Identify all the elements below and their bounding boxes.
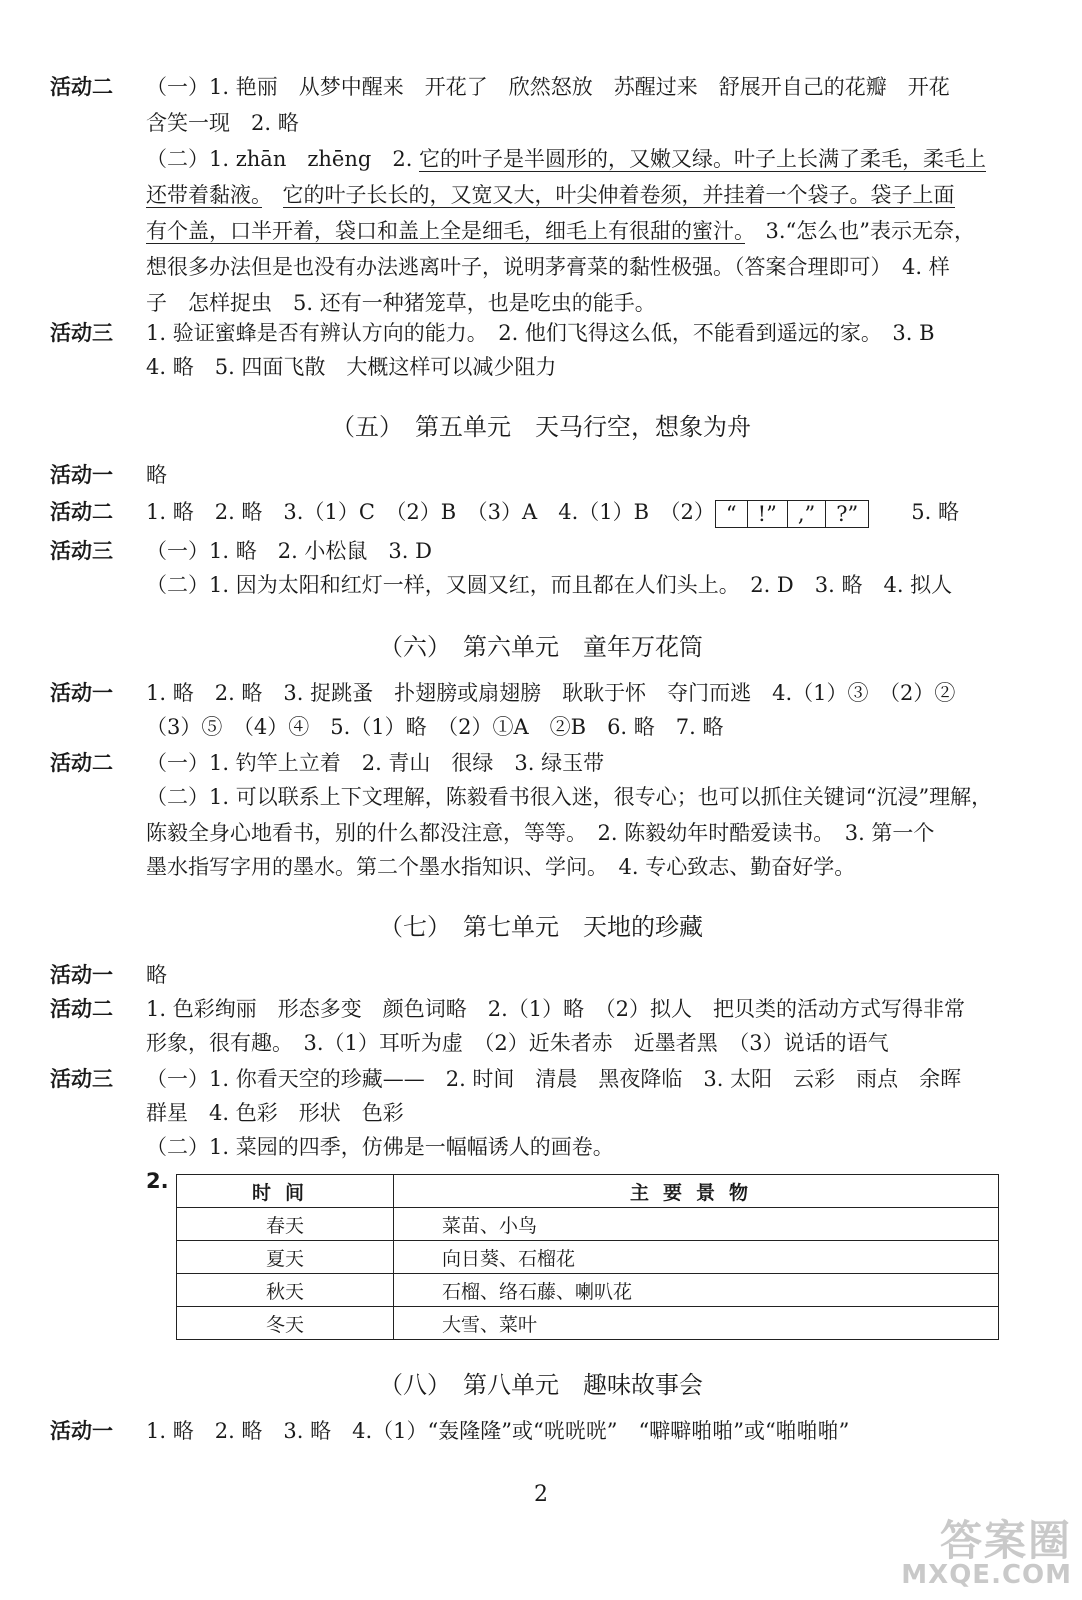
table-row [177, 1274, 999, 1307]
underlined-sentence: 它的叶子是半圆形的，又嫩又绿。叶子上长满了柔毛，柔毛上 [419, 147, 987, 171]
answer-line: 1. 验证蜜蜂是否有辨认方向的能力。 2. 他们飞得这么低，不能看到遥远的家。 3. B [146, 321, 935, 345]
unit-7-heading: （七） 第七单元 天地的珍藏 [379, 913, 703, 941]
column-header-time: 时间 [177, 1175, 394, 1208]
activity-3-label: 活动三 [50, 1067, 113, 1091]
answer-text: 3.“怎么也”表示无奈， [744, 219, 976, 243]
table-row [177, 1241, 999, 1274]
answer-line [146, 497, 959, 528]
answer-line: 陈毅全身心地看书，别的什么都没注意，等等。 2. 陈毅幼年时酷爱读书。 3. 第一个 [146, 821, 935, 845]
answer-text: 5. 略 [911, 500, 959, 524]
answer-text: 1. 略 2. 略 3.（1）C （2）B （3）A 4.（1）B （2） [146, 500, 715, 524]
question-number: 2. [146, 1169, 169, 1193]
activity-2-label: 活动二 [50, 751, 113, 775]
underlined-sentence: 有个盖，口半开着，袋口和盖上全是细毛，细毛上有很甜的蜜汁。 [146, 219, 745, 243]
answer-line: （二）1. 菜园的四季，仿佛是一幅幅诱人的画卷。 [146, 1135, 614, 1159]
season-cell: 春天 [177, 1208, 394, 1241]
answer-line: 4. 略 5. 四面飞散 大概这样可以减少阻力 [146, 355, 557, 379]
answer-line: （一）1. 你看天空的珍藏—— 2. 时间 清晨 黑夜降临 3. 太阳 云彩 雨点 余晖 [146, 1067, 962, 1091]
scenery-cell: 向日葵、石榴花 [394, 1241, 999, 1274]
activity-1-label: 活动一 [50, 963, 113, 987]
table-header-row [177, 1175, 999, 1208]
season-cell: 冬天 [177, 1307, 394, 1340]
answer-line: 想很多办法但是也没有办法逃离叶子，说明茅膏菜的黏性极强。（答案合理即可） 4. 样 [146, 255, 950, 279]
watermark-logo [901, 1516, 1072, 1590]
table-row [177, 1307, 999, 1340]
activity-2-label: 活动二 [50, 75, 113, 99]
answer-line [146, 180, 955, 210]
answer-line: 略 [146, 963, 167, 987]
table-row [177, 1208, 999, 1241]
activity-3-label: 活动三 [50, 539, 113, 563]
underlined-sentence: 还带着黏液。 [146, 183, 262, 207]
activity-1-label: 活动一 [50, 463, 113, 487]
punctuation-cell: ,” [787, 501, 825, 527]
answer-line: 子 怎样捉虫 5. 还有一种猪笼草，也是吃虫的能手。 [146, 291, 656, 315]
punctuation-box [715, 500, 869, 528]
punctuation-cell: !” [747, 501, 787, 527]
answer-line: 含笑一现 2. 略 [146, 111, 299, 135]
watermark-text: 答案圈 [939, 1516, 1072, 1565]
answer-line: 形象，很有趣。 3.（1）耳听为虚 （2）近朱者赤 近墨者黑 （3）说话的语气 [146, 1031, 889, 1055]
activity-1-label: 活动一 [50, 681, 113, 705]
scenery-cell: 石榴、络石藤、喇叭花 [394, 1274, 999, 1307]
column-header-scenery: 主要景物 [394, 1175, 999, 1208]
page-number: 2 [534, 1482, 548, 1507]
answer-line [146, 216, 975, 246]
answer-line: 群星 4. 色彩 形状 色彩 [146, 1101, 404, 1125]
answer-line: 1. 色彩绚丽 形态多变 颜色词略 2.（1）略 （2）拟人 把贝类的活动方式写得非常 [146, 997, 965, 1021]
activity-2-label: 活动二 [50, 997, 113, 1021]
answer-text: （二）1. zhān zhēng 2. [146, 147, 420, 171]
punctuation-cell: “ [725, 501, 737, 526]
activity-2-label: 活动二 [50, 500, 113, 524]
season-cell: 夏天 [177, 1241, 394, 1274]
answer-line: 墨水指写字用的墨水。第二个墨水指知识、学问。 4. 专心致志、勤奋好学。 [146, 855, 856, 879]
scenery-cell: 大雪、菜叶 [394, 1307, 999, 1340]
activity-3-label: 活动三 [50, 321, 113, 345]
unit-8-heading: （八） 第八单元 趣味故事会 [379, 1371, 703, 1399]
punctuation-cell: ?” [825, 501, 868, 527]
answer-line: 1. 略 2. 略 3. 捉跳蚤 扑翅膀或扇翅膀 耿耿于怀 夺门而逃 4.（1）③ （2）② [146, 681, 956, 705]
answer-line: （一）1. 艳丽 从梦中醒来 开花了 欣然怒放 苏醒过来 舒展开自己的花瓣 开花 [146, 75, 950, 99]
answer-line: （二）1. 可以联系上下文理解，陈毅看书很入迷，很专心；也可以抓住关键词“沉浸”理解， [146, 785, 993, 809]
answer-line [146, 144, 986, 174]
answer-line: （一）1. 略 2. 小松鼠 3. D [146, 539, 432, 563]
answer-line: 1. 略 2. 略 3. 略 4.（1）“轰隆隆”或“咣咣咣” “噼噼啪啪”或“啪啪啪” [146, 1419, 850, 1443]
unit-6-heading: （六） 第六单元 童年万花筒 [379, 633, 703, 661]
answer-line: （3）⑤ （4）④ 5.（1）略 （2）①A ②B 6. 略 7. 略 [146, 715, 724, 739]
seasons-scenery-table [176, 1174, 999, 1340]
answer-line: 略 [146, 463, 167, 487]
answer-line: （一）1. 钓竿上立着 2. 青山 很绿 3. 绿玉带 [146, 751, 605, 775]
season-cell: 秋天 [177, 1274, 394, 1307]
activity-1-label: 活动一 [50, 1419, 113, 1443]
answer-line: （二）1. 因为太阳和红灯一样，又圆又红，而且都在人们头上。 2. D 3. 略 4. 拟人 [146, 573, 953, 597]
unit-5-heading: （五） 第五单元 天马行空，想象为舟 [331, 413, 751, 441]
underlined-sentence: 它的叶子长长的，又宽又大，叶尖伸着卷须，并挂着一个袋子。袋子上面 [282, 183, 955, 207]
watermark-url: MXQE.COM [901, 1560, 1072, 1590]
scenery-cell: 菜苗、小鸟 [394, 1208, 999, 1241]
